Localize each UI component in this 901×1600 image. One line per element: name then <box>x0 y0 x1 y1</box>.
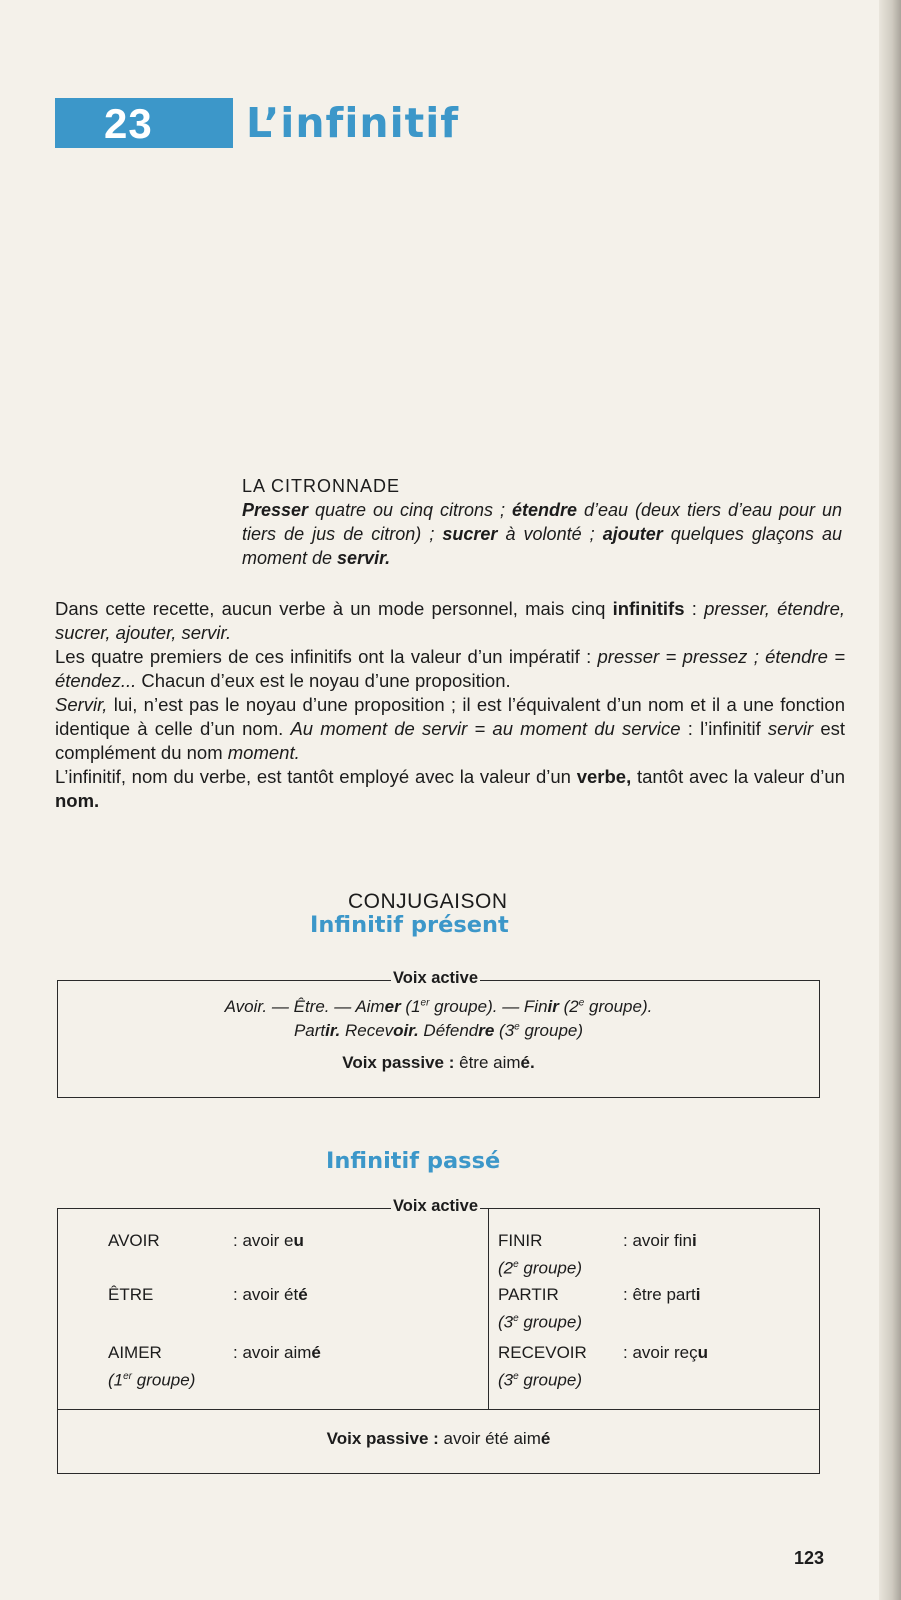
conjugation-segment: groupe) <box>519 1021 584 1040</box>
conjugation-segment: groupe). — Fin <box>429 997 548 1016</box>
text-segment: servir <box>767 718 814 739</box>
conjugation-segment: er <box>384 997 401 1016</box>
conjugation-segment: (2 <box>558 997 579 1016</box>
explanation-paragraph <box>55 597 845 645</box>
voix-passive-ending: é <box>540 1429 551 1448</box>
past-infinitive-form: : avoir fini <box>623 1231 697 1250</box>
text-segment: L’infinitif, nom du verbe, est tantôt employé avec la valeur d’un <box>55 766 577 787</box>
past-infinitive-form: : avoir reçu <box>623 1343 709 1362</box>
text-segment: Au moment de servir = au moment du service <box>290 718 681 739</box>
conjugation-segment: e <box>578 997 585 1009</box>
verb-name: AIMER (1er groupe) <box>108 1341 195 1393</box>
explanation <box>55 597 845 813</box>
page-edge <box>879 0 901 1600</box>
recipe-segment: Presser <box>242 500 309 520</box>
text-segment: : l’infinitif <box>680 718 768 739</box>
verb-group: (2e groupe) <box>498 1258 583 1278</box>
text-segment: Les quatre premiers de ces infinitifs ont la valeur d’un impératif : <box>55 646 598 667</box>
text-segment: infinitifs <box>612 598 685 619</box>
recipe-segment: quatre ou cinq citrons ; <box>308 500 512 520</box>
recipe-title: LA CITRONNADE <box>242 476 401 496</box>
voix-passive-label: Voix passive : <box>326 1429 439 1448</box>
recipe-text <box>242 498 842 570</box>
infinitif-present-box <box>57 969 820 1098</box>
conjugation-segment: ir. <box>325 1021 341 1040</box>
text-segment: tantôt avec la valeur d’un <box>631 766 845 787</box>
voix-passive-ending: é. <box>520 1053 535 1072</box>
past-infinitive-form: : avoir aimé <box>233 1343 321 1362</box>
text-segment: est complément du nom <box>55 718 846 763</box>
verb-name: PARTIR (3e groupe) <box>498 1283 582 1335</box>
verb-group: (1er groupe) <box>108 1370 196 1390</box>
conjugation-segment: Avoir. — Être. — Aim <box>224 997 385 1016</box>
conjugation-segment: Part <box>293 1021 326 1040</box>
present-line-2 <box>58 1021 819 1041</box>
chapter-title: L’infinitif <box>246 99 460 147</box>
voix-active-label: Voix active <box>393 1197 478 1215</box>
voix-passive-value: être aim <box>459 1053 521 1072</box>
text-segment: moment. <box>227 742 300 763</box>
conjugation-segment: (1 <box>400 997 421 1016</box>
conjugation-segment: re <box>478 1021 495 1040</box>
conjugation-segment: Recev <box>340 1021 394 1040</box>
text-segment: : <box>684 598 705 619</box>
conjugation-segment: er <box>420 997 430 1009</box>
past-infinitive-form: : être parti <box>623 1285 701 1304</box>
explanation-paragraph <box>55 693 845 765</box>
conjugation-segment: ir <box>547 997 559 1016</box>
explanation-paragraph <box>55 765 845 813</box>
verb-name: AVOIR <box>108 1231 160 1250</box>
column-divider <box>488 1209 489 1409</box>
explanation-paragraph <box>55 645 845 693</box>
text-segment: presser, étendre, sucrer, ajouter, servir. <box>55 598 845 643</box>
conjugation-segment: (3 <box>494 1021 515 1040</box>
past-infinitive-form: : avoir été <box>233 1285 308 1304</box>
infinitif-passe-box <box>57 1197 820 1474</box>
chapter-number: 23 <box>104 100 153 147</box>
past-infinitive-form: : avoir eu <box>233 1231 304 1250</box>
recipe-segment: étendre <box>511 500 578 520</box>
recipe-segment: sucrer <box>442 524 498 544</box>
infinitif-present-title: Infinitif présent <box>310 912 509 938</box>
text-segment: Servir, <box>55 694 108 715</box>
conjugaison-heading: CONJUGAISON <box>348 890 508 913</box>
verb-name: FINIR (2e groupe) <box>498 1229 582 1281</box>
conjugation-segment: oir. <box>393 1021 419 1040</box>
present-voix-passive <box>58 1053 819 1073</box>
text-segment: Dans cette recette, aucun verbe à un mode personnel, mais cinq <box>55 598 613 619</box>
voix-active-label: Voix active <box>393 969 478 987</box>
conjugation-segment: e <box>514 1021 520 1033</box>
page-number: 123 <box>794 1548 825 1568</box>
text-segment: Chacun d’eux est le noyau d’une proposition. <box>136 670 511 691</box>
recipe-segment: quelques glaçons au moment de <box>242 524 843 568</box>
row-divider <box>58 1409 819 1410</box>
text-segment: nom. <box>55 790 100 811</box>
present-line-1 <box>58 997 819 1017</box>
verb-group: (3e groupe) <box>498 1370 583 1390</box>
conjugation-segment: groupe). <box>584 997 653 1016</box>
recipe-segment: ajouter <box>602 524 663 544</box>
conjugation-segment: Défend <box>418 1021 479 1040</box>
recipe-example <box>242 474 842 570</box>
verb-name: ÊTRE <box>108 1285 154 1304</box>
infinitif-passe-title: Infinitif passé <box>326 1148 501 1174</box>
recipe-segment: servir. <box>337 548 391 568</box>
voix-passive-value: avoir été aim <box>443 1429 541 1448</box>
text-segment: presser = pressez ; étendre = étendez... <box>55 646 845 691</box>
verb-name: RECEVOIR (3e groupe) <box>498 1341 587 1393</box>
text-segment: lui, n’est pas le noyau d’une proposition ; il est l’équivalent d’un nom et il a une fonction identique à celle d’un nom. <box>55 694 845 739</box>
recipe-segment: d’eau (deux tiers d’eau pour un tiers de jus de citron) ; <box>242 500 842 544</box>
voix-passive-label: Voix passive : <box>342 1053 455 1072</box>
recipe-segment: à volonté ; <box>497 524 603 544</box>
passe-voix-passive <box>58 1429 819 1449</box>
text-segment: verbe, <box>576 766 632 787</box>
verb-group: (3e groupe) <box>498 1312 583 1332</box>
